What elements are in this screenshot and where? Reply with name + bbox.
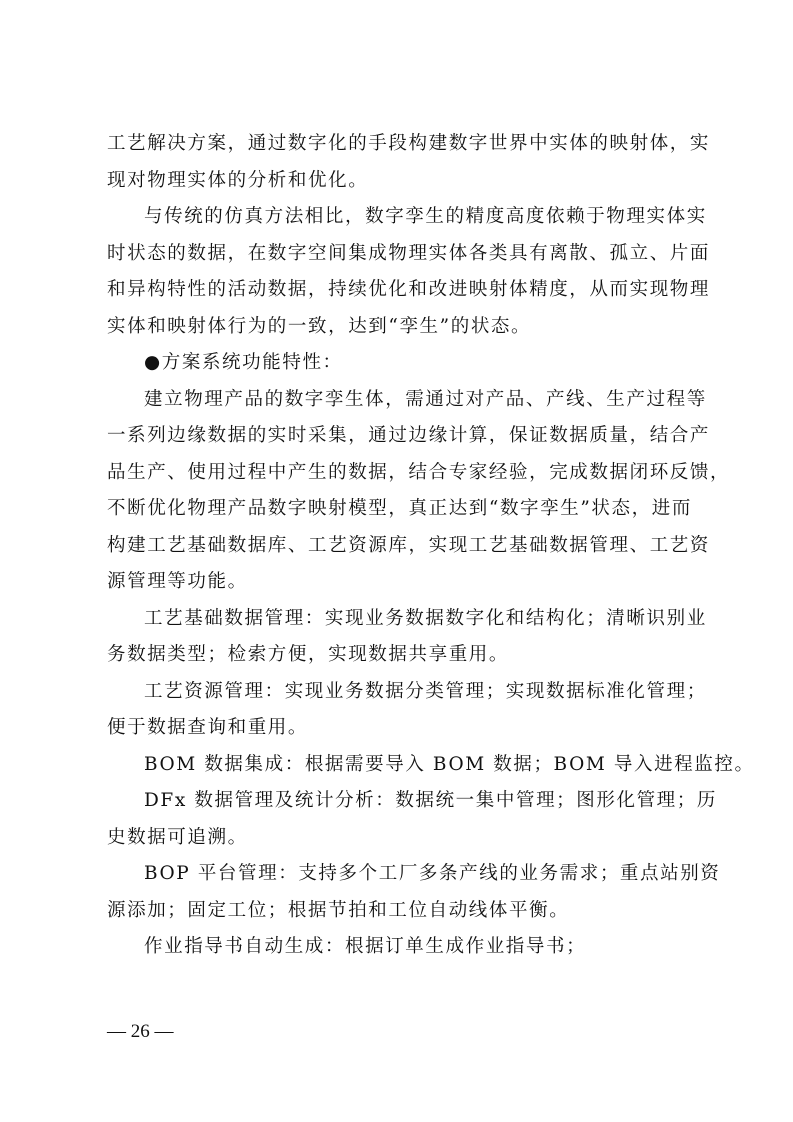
text-line: 与传统的仿真方法相比，数字孪生的精度高度依赖于物理实体实 xyxy=(144,206,707,227)
text-line: 工艺资源管理：实现业务数据分类管理；实现数据标准化管理； xyxy=(144,680,707,702)
text-line: 务数据类型；检索方便，实现数据共享重用。 xyxy=(107,644,510,665)
text-line: 便于数据查询和重用。 xyxy=(107,717,309,738)
text-line: 工艺基础数据管理：实现业务数据数字化和结构化；清晰识别业 xyxy=(144,607,707,629)
text-line: 作业指导书自动生成：根据订单生成作业指导书； xyxy=(144,936,587,957)
section-heading: ●方案系统功能特性： xyxy=(144,352,343,373)
text-line: 一系列边缘数据的实时采集，通过边缘计算，保证数据质量，结合产 xyxy=(107,425,711,446)
text-line: 建立物理产品的数字孪生体，需通过对产品、产线、生产过程等 xyxy=(144,388,707,410)
text-line: 和异构特性的活动数据，持续优化和改进映射体精度，从而实现物理 xyxy=(107,279,711,300)
text-line: 不断优化物理产品数字映射模型，真正达到“数字孪生”状态，进而 xyxy=(107,498,692,519)
page-number: — 26 — xyxy=(107,1021,174,1042)
text-line: DFx 数据管理及统计分析：数据统一集中管理；图形化管理；历 xyxy=(144,790,717,811)
text-line: 时状态的数据，在数字空间集成物理实体各类具有离散、孤立、片面 xyxy=(107,242,711,264)
text-line: 现对物理实体的分析和优化。 xyxy=(107,169,369,191)
body-text xyxy=(107,126,755,966)
text-line: BOM 数据集成：根据需要导入 BOM 数据；BOM 导入进程监控。 xyxy=(144,753,755,775)
text-line: 源管理等功能。 xyxy=(107,571,248,592)
text-line: BOP 平台管理：支持多个工厂多条产线的业务需求；重点站别资 xyxy=(144,863,721,884)
text-line: 实体和映射体行为的一致，达到“孪生”的状态。 xyxy=(107,315,532,337)
text-line: 史数据可追溯。 xyxy=(107,826,248,848)
text-line: 品生产、使用过程中产生的数据，结合专家经验，完成数据闭环反馈， xyxy=(107,461,731,483)
text-line: 工艺解决方案，通过数字化的手段构建数字世界中实体的映射体，实 xyxy=(107,133,711,154)
text-line: 构建工艺基础数据库、工艺资源库，实现工艺基础数据管理、工艺资 xyxy=(107,534,711,556)
text-line: 源添加；固定工位；根据节拍和工位自动线体平衡。 xyxy=(107,899,570,921)
